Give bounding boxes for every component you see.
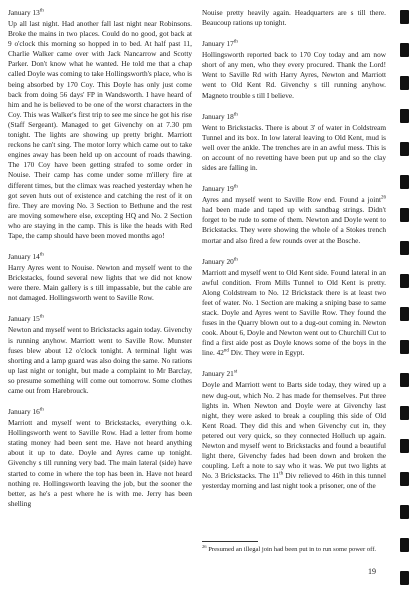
diary-entry (202, 184, 386, 245)
binding-slot (400, 538, 409, 552)
diary-entry (202, 112, 386, 173)
binding-slot (400, 76, 409, 90)
diary-entry-continued (202, 8, 386, 28)
binding-slot (400, 208, 409, 222)
left-column (8, 8, 192, 520)
entry-text: Ayres and myself went to Saville Row end. Found a joint$^{26}$ had been made and taped up with sandbag strings. Didn't forget to be rude to some of them. Newton and Doyle went to Brickstacks. They were showing the whole of a Stokes trench mortar and also fired a few rounds over at the Bosche. (202, 195, 386, 245)
entry-text: Hollingsworth reported back to 170 Coy today and am now short of any men, who they every procured. Thank the Lord! Went to Saville Rd with Harry Ayres, Newton and Marriott went to Old Kent Rd. Givenchy s till running anyhow. Magneto trouble s till I believe. (202, 50, 386, 100)
binding-slot (400, 439, 409, 453)
footnote-divider (202, 541, 258, 542)
binding-slot (400, 571, 409, 585)
binding-slot (400, 43, 409, 57)
entry-date: January 14th (8, 252, 44, 262)
diary-entry (202, 369, 386, 491)
entry-date: January 20th (202, 256, 238, 266)
binding-slot (400, 505, 409, 519)
entry-text: Marriott and myself went to Brickstacks, everything o.k. Hollingsworth went to Saville Row. Had a letter from home stating money had been sent me. Have not heard anything about it up to date. Doyle and Ayres came up tonight. Givenchy s till running very bad. The main lateral (side) have started to come in where the top has been in. Have not heard nothing re. Hollingsworth leaving the job, but the sooner the better, as he's a pest where he is with me. Jerry has been shelling (8, 418, 192, 508)
binding-slot (400, 175, 409, 189)
entry-date: January 21st (202, 369, 238, 379)
entry-text: Harry Ayres went to Nouise. Newton and myself went to the Brickstacks, found several new lights that we did not know were there. Main gallery is s till impassable, but the cable are not damaged. Hollingsworth went to Saville Row. (8, 263, 192, 303)
diary-entry (8, 407, 192, 509)
entry-text: Went to Brickstacks. There is about 3' of water in Coldstream Tunnel and its box. In low lateral leaving to Old Kent, mud is well over the ankle. The trenches are in an awful mess. This is on account of no revetting have been put up and so the clay sides are falling in. (202, 122, 386, 173)
entry-date: January 17th (202, 39, 238, 49)
diary-entry (202, 39, 386, 100)
entry-text: Newton and myself went to Brickstacks again today. Givenchy is running anyhow. Marriott went to Saville Row. Munster fuses blew about 12 o'clock tonight. A terminal light was shorting and a lamp guard was also doing the same. No rations up last night or tonight, but made a complaint to Mr Barclay, so presume something will come out tomorrow. Some clothes came out from Harebrouck. (8, 325, 192, 395)
footnote: $^{26}$ Presumed an illegal join had been put in to run some power off. (202, 543, 377, 553)
entry-date: January 19th (202, 184, 238, 194)
diary-entry (202, 257, 386, 359)
binding-slot (400, 142, 409, 156)
binding-slot (400, 373, 409, 387)
footnote-marker: 26 (381, 195, 386, 201)
diary-entry (8, 8, 192, 241)
binding-slot (400, 274, 409, 288)
entry-date: January 18th (202, 111, 238, 121)
binding-slot (400, 340, 409, 354)
spiral-binding (395, 0, 411, 600)
entry-date: January 15th (8, 314, 44, 324)
binding-slot (400, 307, 409, 321)
footnote-number: 26 (202, 543, 207, 549)
entry-text: Marriott and myself went to Old Kent side. Found lateral in an awful condition. From Mills Tunnel to Old Kent is pretty. Along Coldstream to No. 12 Brickstack there is at least two feet of water. No. 1 Section are making a sniping base to same stack. Doyle and Ayres went to Saville Row. They found the fuses in the Quarry blown out to a dug-out coming in. Newton cook. About 6, Doyle and Newton went out to Churchill Cut to find a first aide post as Doyle knows some of the boys in the line. 42nd Div. They were in Egypt. (202, 267, 386, 358)
binding-slot (400, 109, 409, 123)
binding-slot (400, 406, 409, 420)
entry-text: Up all last night. Had another fall last night near Robinsons. Broke the mains in two places. Could do no good, got back at 9 o'clock this morning so hopped in to bed. At half past 11, Charlie Walker came over with Jack Nancarrow and Scotty Parker. Don't know what he wanted. He told me that a chap called Doyle was coming to take Hollingsworth's place, who is being absorbed by 170 Coy. This Doyle has only just come back from doing 56 days' FP in Wandsworth. I have heard of him and he is believed to be one of the worst characters in the Coy. This was Walker's first trip to see me since he got his rise (Staff Sergeant). Managed to get Givenchy on at 7.30 pm tonight. The lights are showing up pretty bright. Marriott reckons he can't sing. The motor lorry which came out to take engines away has been held up on account of roads thawing. The 170 Coy have been getting strafed to some order in Nouise. Their camp has come under some m'illery fire at different times, but the climax was reached yesterday when he got seven huts out of existence and catching the rest of it on fire. They are moving No. 3 Section to Bethune and the rest are moving somewhere else, excepting HQ and No. 2 Section who are staying in the camp. This is like the heads with Red Tape, the camp should have been moved months ago! (8, 19, 192, 240)
binding-slot (400, 10, 409, 24)
page-number: 19 (368, 567, 376, 576)
binding-slot (400, 472, 409, 486)
diary-entry (8, 252, 192, 303)
right-column (202, 8, 386, 502)
entry-text: Nouise pretty heavily again. Headquarters are s till there. Beaucoup rations up tonight. (202, 8, 386, 28)
diary-entry (8, 314, 192, 396)
entry-date: January 13th (8, 8, 44, 17)
entry-date: January 16th (8, 407, 44, 417)
entry-text: Doyle and Marriott went to Barts side today, they wired up a new dug-out, which No. 2 has made for themselves. Put three lights in. When Newton and Doyle were at Givenchy last night, they were asked to break a coupling this side of Old Kent Road. They did this and when Givenchy cut in, they petered out very quick, so they connected Holluch up again. Newton and myself went to Brickstacks and found a beautiful light there, Givenchy fades had been down and broken the coupling. Left a note to say who it was. We put two lights at No. 3 Brickstacks. The 11th Div relieved to 46th in this tunnel yesterday morning and last night took a prisoner, one of the (202, 380, 386, 491)
binding-slot (400, 241, 409, 255)
